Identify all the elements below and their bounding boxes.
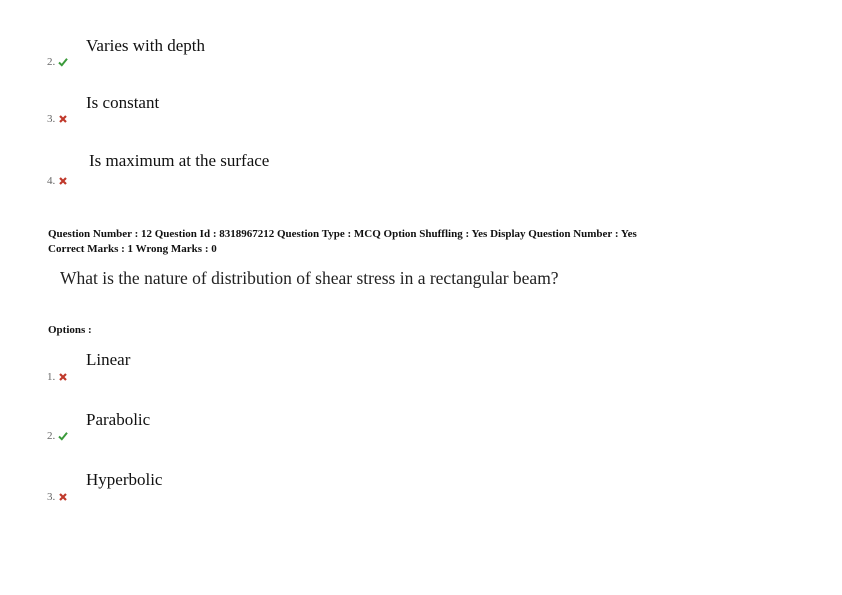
option-marker <box>47 56 68 68</box>
option-marker <box>47 113 68 125</box>
options-label: Options : <box>48 324 92 336</box>
option-marker <box>47 491 68 503</box>
question-marks: Correct Marks : 1 Wrong Marks : 0 <box>48 243 217 255</box>
check-icon <box>58 57 68 67</box>
option-text: Varies with depth <box>86 36 205 55</box>
cross-icon <box>58 176 68 186</box>
option-text: Is maximum at the surface <box>89 151 270 170</box>
question-meta: Question Number : 12 Question Id : 8318967212 Question Type : MCQ Option Shuffling : Yes Display Question Number : Yes <box>48 228 637 240</box>
option-text: Is constant <box>86 93 160 112</box>
option-number: 1. <box>47 371 56 383</box>
option-marker <box>47 175 68 187</box>
cross-icon <box>58 492 68 502</box>
option-number: 2. <box>47 430 56 442</box>
option-number: 3. <box>47 113 56 125</box>
option-marker <box>47 371 68 383</box>
option-number: 3. <box>47 491 56 503</box>
cross-icon <box>58 372 68 382</box>
option-text: Parabolic <box>86 410 151 429</box>
option-text: Hyperbolic <box>86 470 163 489</box>
cross-icon <box>58 114 68 124</box>
option-text: Linear <box>86 350 131 369</box>
option-number: 2. <box>47 56 56 68</box>
option-marker <box>47 430 68 442</box>
option-number: 4. <box>47 175 56 187</box>
question-text: What is the nature of distribution of shear stress in a rectangular beam? <box>60 268 559 288</box>
check-icon <box>58 431 68 441</box>
